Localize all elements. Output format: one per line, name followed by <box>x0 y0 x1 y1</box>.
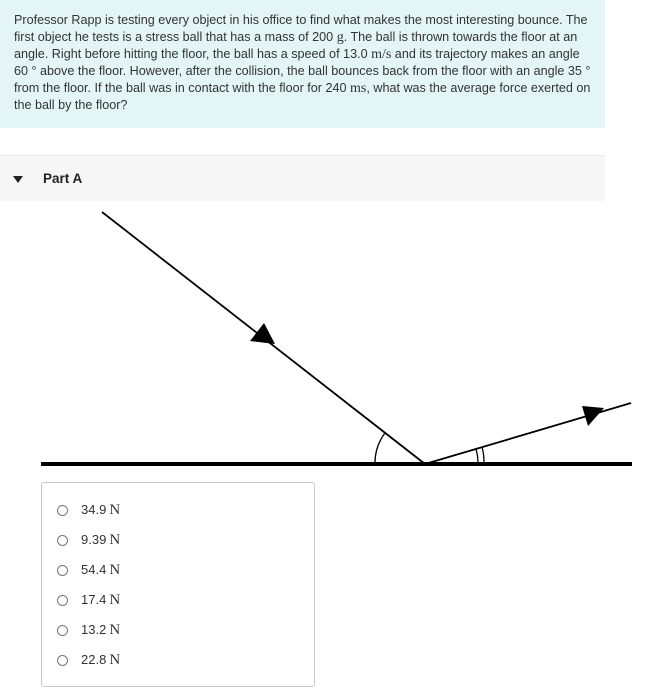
choice-unit: N <box>109 561 121 578</box>
radio-button[interactable] <box>57 535 68 546</box>
outgoing-arrow-icon <box>582 406 604 426</box>
choice-value: 54.4 <box>81 561 107 577</box>
choice-label <box>81 592 120 609</box>
choice-value: 34.9 <box>81 501 107 517</box>
math-unit: ms <box>350 81 367 96</box>
choice-label <box>81 502 120 519</box>
choice-value: 13.2 <box>81 621 107 637</box>
outgoing-angle-arc-outer <box>482 447 484 464</box>
radio-button[interactable] <box>57 565 68 576</box>
choice-value: 17.4 <box>81 591 107 607</box>
choice-unit: N <box>109 501 121 518</box>
incoming-angle-arc <box>375 433 385 464</box>
incoming-arrow-icon <box>250 323 275 344</box>
math-unit: m/s <box>371 47 392 62</box>
answer-choice[interactable] <box>57 499 120 521</box>
answer-choice[interactable] <box>57 649 120 671</box>
triangle-down-icon[interactable] <box>13 176 23 183</box>
choice-unit: N <box>109 591 121 608</box>
choice-unit: N <box>109 531 121 548</box>
problem-text: , what was the average force exerted on the ball by the floor? <box>14 81 591 112</box>
choice-label <box>81 622 120 639</box>
answer-choice[interactable] <box>57 529 120 551</box>
problem-text: . The ball is thrown towards the floor at an angle. Right before hitting the floor, the ball has a speed of 13.0 <box>14 30 578 61</box>
choice-value: 9.39 <box>81 531 107 547</box>
problem-text: and its trajectory makes an angle 60 ° above the floor. However, after the collision, the ball bounces back from the floor with an angle 35 ° from the floor. If the ball was in contact with the floor for 240 <box>14 47 591 95</box>
bounce-diagram <box>0 200 650 480</box>
part-label: Part A <box>43 171 83 186</box>
choice-unit: N <box>109 621 121 638</box>
radio-button[interactable] <box>57 625 68 636</box>
radio-button[interactable] <box>57 505 68 516</box>
problem-statement <box>0 0 605 128</box>
choice-label <box>81 562 120 579</box>
math-unit: g <box>336 30 344 45</box>
choice-value: 22.8 <box>81 651 107 667</box>
choice-label <box>81 532 120 549</box>
part-a-header[interactable] <box>0 155 605 201</box>
answer-choice[interactable] <box>57 619 120 641</box>
radio-button[interactable] <box>57 595 68 606</box>
answer-choice[interactable] <box>57 589 120 611</box>
choice-unit: N <box>109 651 121 668</box>
problem-text: Professor Rapp is testing every object in his office to find what makes the most interesting bounce. The first object he tests is a stress ball that has a mass of 200 <box>14 13 588 44</box>
answer-choice[interactable] <box>57 559 120 581</box>
radio-button[interactable] <box>57 655 68 666</box>
outgoing-angle-arc-inner <box>476 449 478 464</box>
choice-label <box>81 652 120 669</box>
answer-choices <box>41 482 315 687</box>
